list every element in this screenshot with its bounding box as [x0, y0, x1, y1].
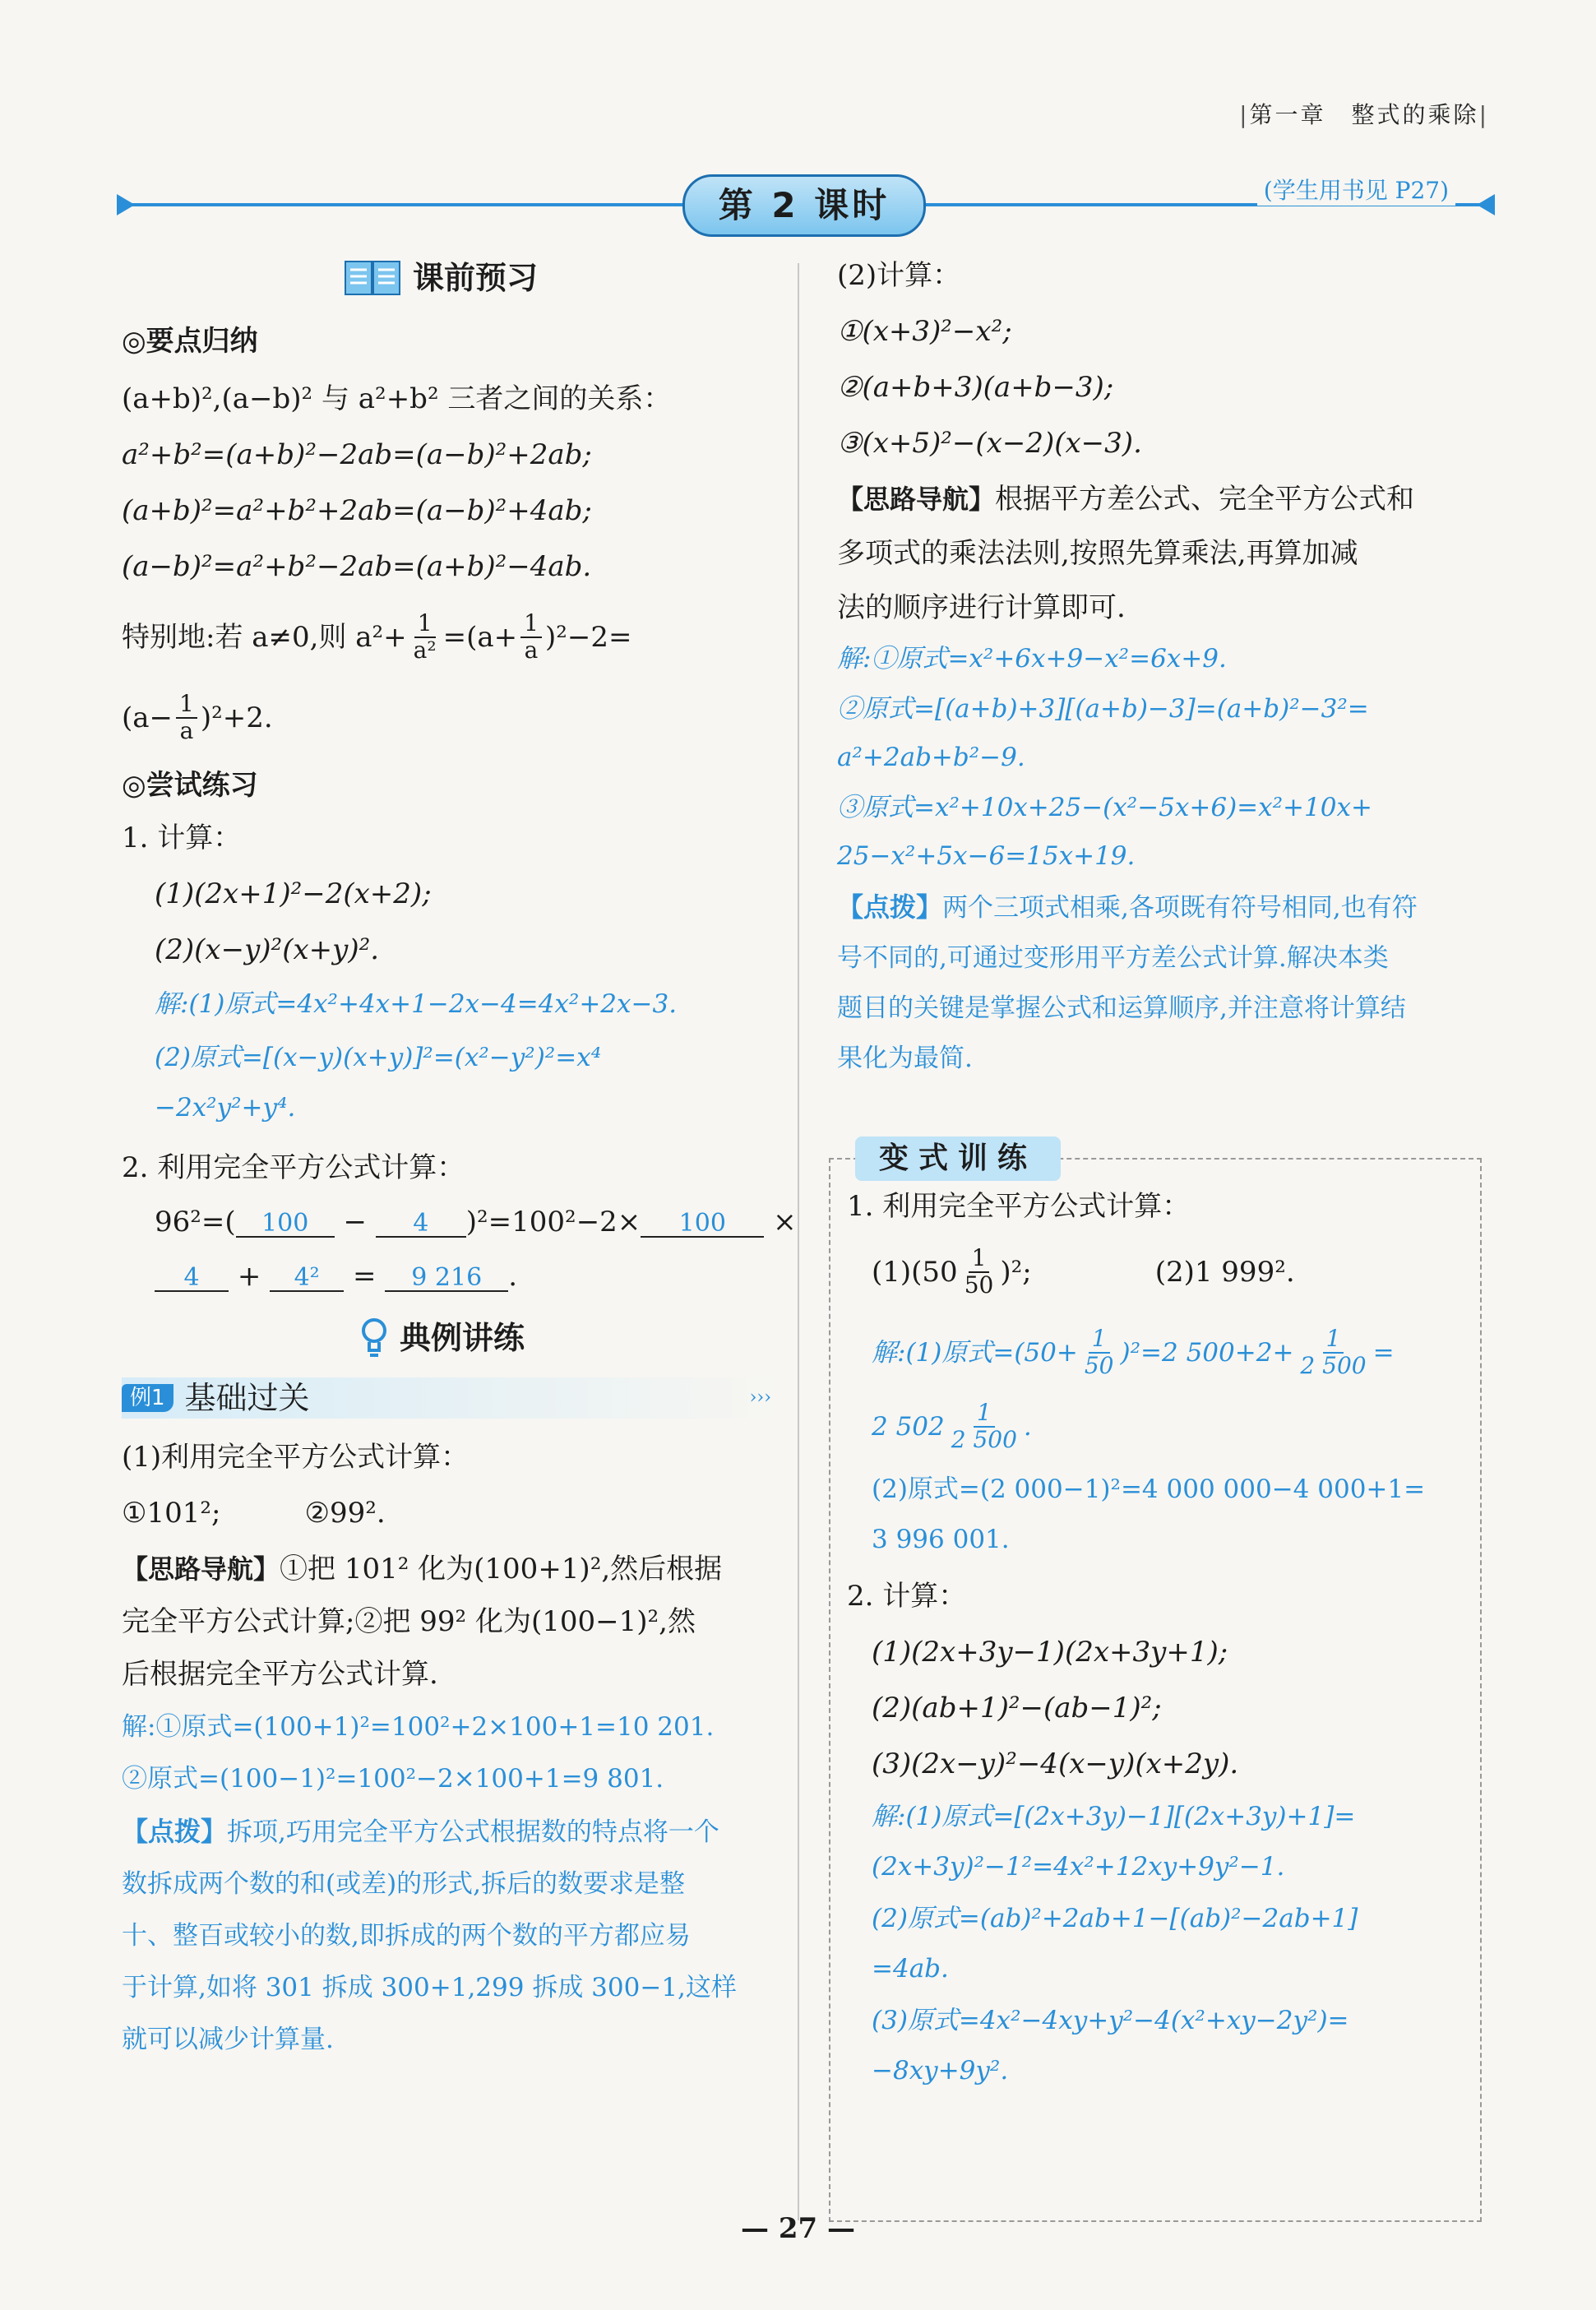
solution-line: (3)原式=4x²−4xy+y²−4(x²+xy−2y²)=	[872, 2006, 1349, 2035]
special-case-text: )²−2=	[544, 621, 632, 654]
fraction	[520, 611, 542, 664]
question: 2. 利用完全平方公式计算：	[122, 1151, 465, 1184]
text-segment: =	[1372, 1337, 1395, 1368]
source-reference: (学生用书见 P27)	[1257, 173, 1455, 206]
tip-line: 题目的关键是掌握公式和运算顺序,并注意将计算结	[837, 993, 1406, 1023]
text-segment: ×	[773, 1206, 797, 1238]
guide-text: ①把 101² 化为(100+1)²,然后根据	[280, 1553, 723, 1586]
numerator: 1	[974, 1400, 995, 1428]
guide-text: 根据平方差公式、完全平方公式和	[995, 483, 1415, 516]
denominator: 50	[964, 1271, 994, 1299]
fill-blank-line	[155, 1206, 797, 1238]
question-item: ②(a+b+3)(a+b−3);	[837, 371, 1114, 404]
text-segment: +	[237, 1260, 261, 1293]
tip-line: 数拆成两个数的和(或差)的形式,拆后的数要求是整	[122, 1869, 686, 1899]
fraction	[1297, 1326, 1369, 1379]
text-segment: =	[352, 1260, 377, 1293]
example-label: 基础过关	[184, 1380, 310, 1416]
fraction	[961, 1246, 997, 1299]
tip-tag: 【点拨】	[122, 1816, 228, 1847]
denominator: 2 500	[1300, 1352, 1367, 1379]
solution-line: (2)原式=[(x−y)(x+y)]²=(x²−y²)²=x⁴	[155, 1043, 602, 1072]
guide-line	[122, 1553, 779, 1586]
numerator: 1	[1323, 1326, 1344, 1354]
answer-blank: 4²	[270, 1266, 344, 1292]
text-segment: )²=2 500+2+	[1120, 1337, 1294, 1368]
solution-line: 解:(1)原式=4x²+4x+1−2x−4=4x²+2x−3.	[155, 989, 678, 1019]
denominator: a	[524, 637, 539, 664]
solution-line	[872, 1324, 1472, 1382]
text-segment: −	[343, 1206, 367, 1238]
fill-blank-line	[155, 1262, 779, 1292]
question: 2. 计算：	[847, 1580, 967, 1613]
text-segment: )²=100²−2×	[465, 1206, 641, 1238]
question-item: (1)(2x+3y−1)(2x+3y+1);	[872, 1636, 1228, 1669]
chevrons-icon: ›››	[749, 1387, 771, 1408]
text-segment: 96²=(	[155, 1206, 236, 1238]
solution-line: =4ab.	[872, 1954, 949, 1984]
page-header: |第一章 整式的乘除|	[1239, 101, 1489, 128]
solution-line: ③原式=x²+10x+25−(x²−5x+6)=x²+10x+	[837, 793, 1372, 822]
text-segment: 解:(1)原式=(50+	[872, 1337, 1078, 1368]
solution-line: 25−x²+5x−6=15x+19.	[837, 841, 1136, 871]
examples-section-heading	[360, 1315, 779, 1361]
special-case-line	[122, 689, 779, 747]
key-point-line: (a−b)²=a²+b²−2ab=(a+b)²−4ab.	[122, 550, 592, 583]
question: 1. 计算：	[122, 822, 242, 854]
text-segment: .	[1023, 1411, 1032, 1442]
arrow-right-icon	[1477, 194, 1495, 215]
question-item-2: (2)1 999².	[1154, 1256, 1295, 1289]
tip-tag: 【点拨】	[837, 891, 943, 923]
special-case-line	[122, 609, 779, 666]
solution-line: (2)原式=(2 000−1)²=4 000 000−4 000+1=	[872, 1474, 1426, 1504]
example-banner	[122, 1377, 779, 1419]
guide-line: 后根据完全平方公式计算.	[122, 1658, 438, 1691]
text-segment: .	[508, 1260, 518, 1293]
example-items: ①101²; ②99².	[122, 1497, 386, 1530]
example-badge: 例1	[122, 1384, 173, 1412]
tip-text: 两个三项式相乘,各项既有符号相同,也有符	[942, 893, 1418, 923]
key-points-heading: ◎要点归纳	[122, 325, 258, 358]
key-point-line: a²+b²=(a+b)²−2ab=(a−b)²+2ab;	[122, 438, 592, 471]
chapter-title: 整式的乘除	[1351, 101, 1479, 128]
practice-heading: ◎尝试练习	[122, 769, 258, 802]
example-question: (1)利用完全平方公式计算：	[122, 1441, 470, 1474]
special-case-text: )²+2.	[200, 701, 273, 734]
guide-line: 完全平方公式计算;②把 99² 化为(100−1)²,然	[122, 1605, 696, 1638]
tip-line	[122, 1818, 779, 1845]
question-item: ③(x+5)²−(x−2)(x−3).	[837, 427, 1142, 460]
answer-blank: 4	[376, 1211, 466, 1238]
question-item: (1)(2x+1)²−2(x+2);	[155, 877, 432, 910]
tip-line	[837, 891, 1495, 923]
numerator: 1	[520, 611, 542, 638]
tip-text: 拆项,巧用完全平方公式根据数的特点将一个	[227, 1817, 719, 1847]
guide-tag: 【思路导航】	[837, 484, 996, 515]
column-divider	[798, 263, 799, 2220]
example-question: (2)计算：	[837, 259, 961, 292]
solution-line: ②原式=(100−1)²=100²−2×100+1=9 801.	[122, 1764, 664, 1794]
solution-line: 解:(1)原式=[(2x+3y)−1][(2x+3y)+1]=	[872, 1802, 1356, 1831]
answer-blank: 4	[155, 1266, 229, 1292]
tip-line: 号不同的,可通过变形用平方差公式计算.解决本类	[837, 943, 1389, 973]
preview-section-heading	[344, 253, 779, 303]
solution-line: 解:①原式=x²+6x+9−x²=6x+9.	[837, 644, 1227, 674]
numerator: 1	[176, 692, 197, 719]
fraction	[1081, 1326, 1117, 1379]
variant-training-title: 变式训练	[855, 1136, 1061, 1181]
text-segment: )²;	[1000, 1256, 1032, 1289]
answer-blank: 100	[641, 1211, 764, 1238]
guide-line: 法的顺序进行计算即可.	[837, 591, 1126, 624]
solution-line: −2x²y²+y⁴.	[155, 1093, 296, 1123]
solution-line: (2)原式=(ab)²+2ab+1−[(ab)²−2ab+1]	[872, 1904, 1358, 1933]
guide-line: 多项式的乘法法则,按照先算乘法,再算加减	[837, 537, 1358, 570]
text-segment: (1)(50	[872, 1256, 958, 1289]
left-column	[122, 247, 797, 2054]
lesson-title: 第 2 课时	[682, 174, 926, 237]
lightbulb-icon	[360, 1317, 388, 1359]
preview-heading: 课前预习	[413, 260, 539, 296]
solution-line: −8xy+9y².	[872, 2056, 1009, 2085]
solution-line: 3 996 001.	[872, 1525, 1010, 1554]
guide-line	[837, 483, 1495, 516]
denominator: 50	[1084, 1352, 1114, 1379]
special-case-text: =(a+	[442, 621, 518, 654]
question-item: (3)(2x−y)²−4(x−y)(x+2y).	[872, 1748, 1239, 1780]
denominator: a²	[413, 637, 437, 664]
question-item	[872, 1243, 1472, 1301]
question: 1. 利用完全平方公式计算：	[847, 1190, 1191, 1223]
denominator: 2 500	[951, 1426, 1017, 1453]
answer-blank: 100	[236, 1211, 335, 1238]
arrow-left-icon	[117, 194, 135, 215]
page-number: — 27 —	[741, 2212, 855, 2245]
examples-heading: 典例讲练	[400, 1320, 525, 1356]
text-segment: 2 502	[872, 1411, 945, 1442]
solution-line: 解:①原式=(100+1)²=100²+2×100+1=10 201.	[122, 1712, 715, 1742]
key-point-line: (a+b)²=a²+b²+2ab=(a−b)²+4ab;	[122, 494, 592, 527]
chapter-label: 第一章	[1249, 101, 1326, 128]
special-case-text: 特别地:若 a≠0,则 a²+	[122, 621, 407, 654]
solution-line: ②原式=[(a+b)+3][(a+b)−3]=(a+b)²−3²=	[837, 694, 1369, 724]
tip-line: 就可以减少计算量.	[122, 2025, 334, 2054]
solution-line: a²+2ab+b²−9.	[837, 743, 1025, 772]
fraction	[176, 692, 197, 744]
solution-line	[872, 1398, 1472, 1456]
tip-line: 于计算,如将 301 拆成 300+1,299 拆成 300−1,这样	[122, 1973, 737, 2002]
tip-line: 果化为最简.	[837, 1044, 973, 1073]
numerator: 1	[414, 611, 436, 638]
question-item: (2)(x−y)²(x+y)².	[155, 933, 380, 966]
variant-training-content	[847, 1192, 1472, 2084]
key-point-line: (a+b)²,(a−b)² 与 a²+b² 三者之间的关系：	[122, 382, 672, 415]
denominator: a	[179, 717, 194, 744]
lesson-title-bar	[123, 179, 1488, 229]
solution-line: (2x+3y)²−1²=4x²+12xy+9y²−1.	[872, 1852, 1285, 1882]
question-item: ①(x+3)²−x²;	[837, 315, 1012, 348]
guide-tag: 【思路导航】	[122, 1553, 280, 1585]
answer-blank: 9 216	[385, 1266, 508, 1292]
numerator: 1	[1089, 1326, 1110, 1354]
fraction	[948, 1400, 1020, 1453]
numerator: 1	[969, 1246, 990, 1273]
tip-line: 十、整百或较小的数,即拆成的两个数的平方都应易	[122, 1921, 691, 1951]
book-icon	[344, 258, 401, 298]
fraction	[410, 611, 440, 664]
special-case-text: (a−	[122, 701, 173, 734]
question-item: (2)(ab+1)²−(ab−1)²;	[872, 1692, 1162, 1724]
right-column	[837, 247, 1495, 1072]
